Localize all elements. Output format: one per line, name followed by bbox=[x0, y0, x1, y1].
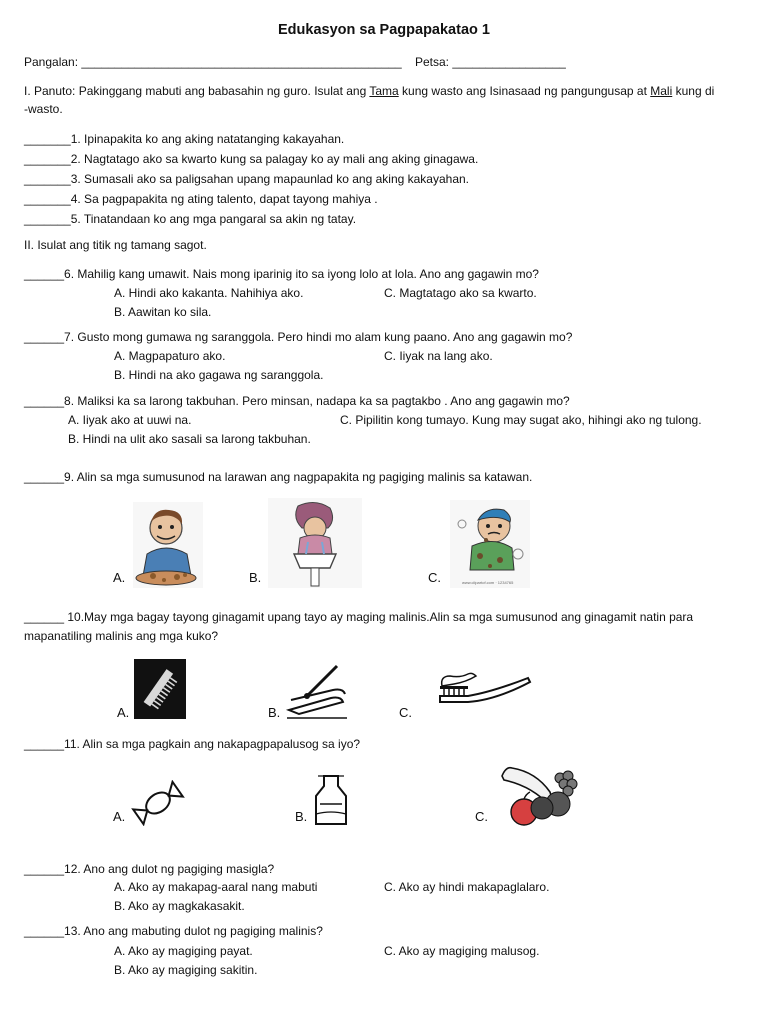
question-7: ______7. Gusto mong gumawa ng saranggola. Pero hindi mo alam kung paano. Ano ang gagawin mo? bbox=[24, 330, 573, 344]
tama-word: Tama bbox=[369, 84, 399, 98]
q9-option-b-label: B. bbox=[249, 570, 262, 585]
instruction-text: I. Panuto: Pakinggang mabuti ang babasahin ng guro. Isulat ang bbox=[24, 84, 370, 98]
mali-word: Mali bbox=[650, 84, 673, 98]
question-12: ______12. Ano ang dulot ng pagiging masigla? bbox=[24, 862, 275, 876]
q10-option-a-label: A. bbox=[117, 705, 130, 720]
q11-option-a-label: A. bbox=[113, 809, 126, 824]
q10-option-b-label: B. bbox=[268, 705, 281, 720]
section1-instruction bbox=[24, 84, 714, 98]
q6-choice-a: A. Hindi ako kakanta. Nahihiya ako. bbox=[114, 286, 304, 300]
instruction-text: kung wasto ang Isinasaad ng pangungusap at bbox=[398, 84, 651, 98]
q8-choice-a: A. Iiyak ako at uuwi na. bbox=[68, 413, 192, 427]
q9-option-a-label: A. bbox=[113, 570, 126, 585]
section1-instruction-cont: -wasto. bbox=[24, 102, 63, 116]
name-field bbox=[24, 55, 402, 69]
question-6: ______6. Mahilig kang umawit. Nais mong iparinig ito sa iyong lolo at lola. Ano ang gagawin mo? bbox=[24, 267, 539, 281]
q7-choice-a: A. Magpapaturo ako. bbox=[114, 349, 226, 363]
q11-option-c-label: C. bbox=[475, 809, 488, 824]
name-label: Pangalan: bbox=[24, 55, 79, 69]
section2-instruction: II. Isulat ang titik ng tamang sagot. bbox=[24, 238, 207, 252]
q12-choice-c: C. Ako ay hindi makapaglalaro. bbox=[384, 880, 550, 894]
page-title: Edukasyon sa Pagpapakatao 1 bbox=[278, 22, 490, 38]
toothbrush-icon bbox=[432, 664, 532, 710]
q6-choice-c: C. Magtatago ako sa kwarto. bbox=[384, 286, 537, 300]
child-washing-face-icon bbox=[268, 498, 362, 588]
question-9: ______9. Alin sa mga sumusunod na larawan ang nagpapakita ng pagiging malinis sa katawan. bbox=[24, 470, 533, 484]
child-eating-messy-icon bbox=[133, 502, 203, 588]
q9-image-caption: www.clipartof.com · 1234765 bbox=[462, 580, 514, 585]
item-2: _______2. Nagtatago ako sa kwarto kung sa palagay ko ay mali ang aking ginagawa. bbox=[24, 152, 479, 166]
question-8: ______8. Maliksi ka sa larong takbuhan. Pero minsan, nadapa ka sa pagtakbo . Ano ang gagawin mo? bbox=[24, 394, 570, 408]
question-13: ______13. Ano ang mabuting dulot ng pagiging malinis? bbox=[24, 924, 323, 938]
question-10: ______ 10.May mga bagay tayong ginagamit upang tayo ay maging malinis.Alin sa mga sumusunod ang ginagamit natin para bbox=[24, 610, 694, 624]
q10-option-c-label: C. bbox=[399, 705, 412, 720]
q9-option-c-label: C. bbox=[428, 570, 441, 585]
item-3: _______3. Sumasali ako sa paligsahan upang mapaunlad ko ang aking kakayahan. bbox=[24, 172, 469, 186]
q13-choice-a: A. Ako ay magiging payat. bbox=[114, 944, 253, 958]
q12-choice-a: A. Ako ay makapag-aaral nang mabuti bbox=[114, 880, 318, 894]
comb-icon bbox=[134, 659, 186, 719]
q7-choice-c: C. Iiyak na lang ako. bbox=[384, 349, 493, 363]
q13-choice-b: B. Ako ay magiging sakitin. bbox=[114, 963, 258, 977]
item-5: _______5. Tinatandaan ko ang mga pangaral sa akin ng tatay. bbox=[24, 212, 357, 226]
q6-choice-b: B. Aawitan ko sila. bbox=[114, 305, 212, 319]
question-11: ______11. Alin sa mga pagkain ang nakapagpapalusog sa iyo? bbox=[24, 737, 361, 751]
q11-option-b-label: B. bbox=[295, 809, 308, 824]
date-blank: _________________ bbox=[452, 55, 566, 69]
item-4: _______4. Sa pagpapakita ng ating talento, dapat tayong mahiya . bbox=[24, 192, 378, 206]
candy-icon bbox=[130, 780, 186, 826]
nail-clipper-icon bbox=[285, 660, 349, 720]
question-10-cont: mapanatiling malinis ang mga kuko? bbox=[24, 629, 219, 643]
dirty-child-icon bbox=[450, 500, 530, 588]
date-field bbox=[415, 55, 566, 69]
q8-choice-c: C. Pipilitin kong tumayo. Kung may sugat ako, hihingi ako ng tulong. bbox=[340, 413, 702, 427]
item-1: _______1. Ipinapakita ko ang aking natatanging kakayahan. bbox=[24, 132, 345, 146]
instruction-text: kung di bbox=[672, 84, 715, 98]
milk-bottle-icon bbox=[310, 774, 352, 828]
fruits-icon bbox=[496, 762, 580, 828]
date-label: Petsa: bbox=[415, 55, 450, 69]
q7-choice-b: B. Hindi na ako gagawa ng saranggola. bbox=[114, 368, 324, 382]
name-blank: ________________________________________________ bbox=[81, 55, 402, 69]
q12-choice-b: B. Ako ay magkakasakit. bbox=[114, 899, 245, 913]
q8-choice-b: B. Hindi na ulit ako sasali sa larong takbuhan. bbox=[68, 432, 311, 446]
q13-choice-c: C. Ako ay magiging malusog. bbox=[384, 944, 540, 958]
